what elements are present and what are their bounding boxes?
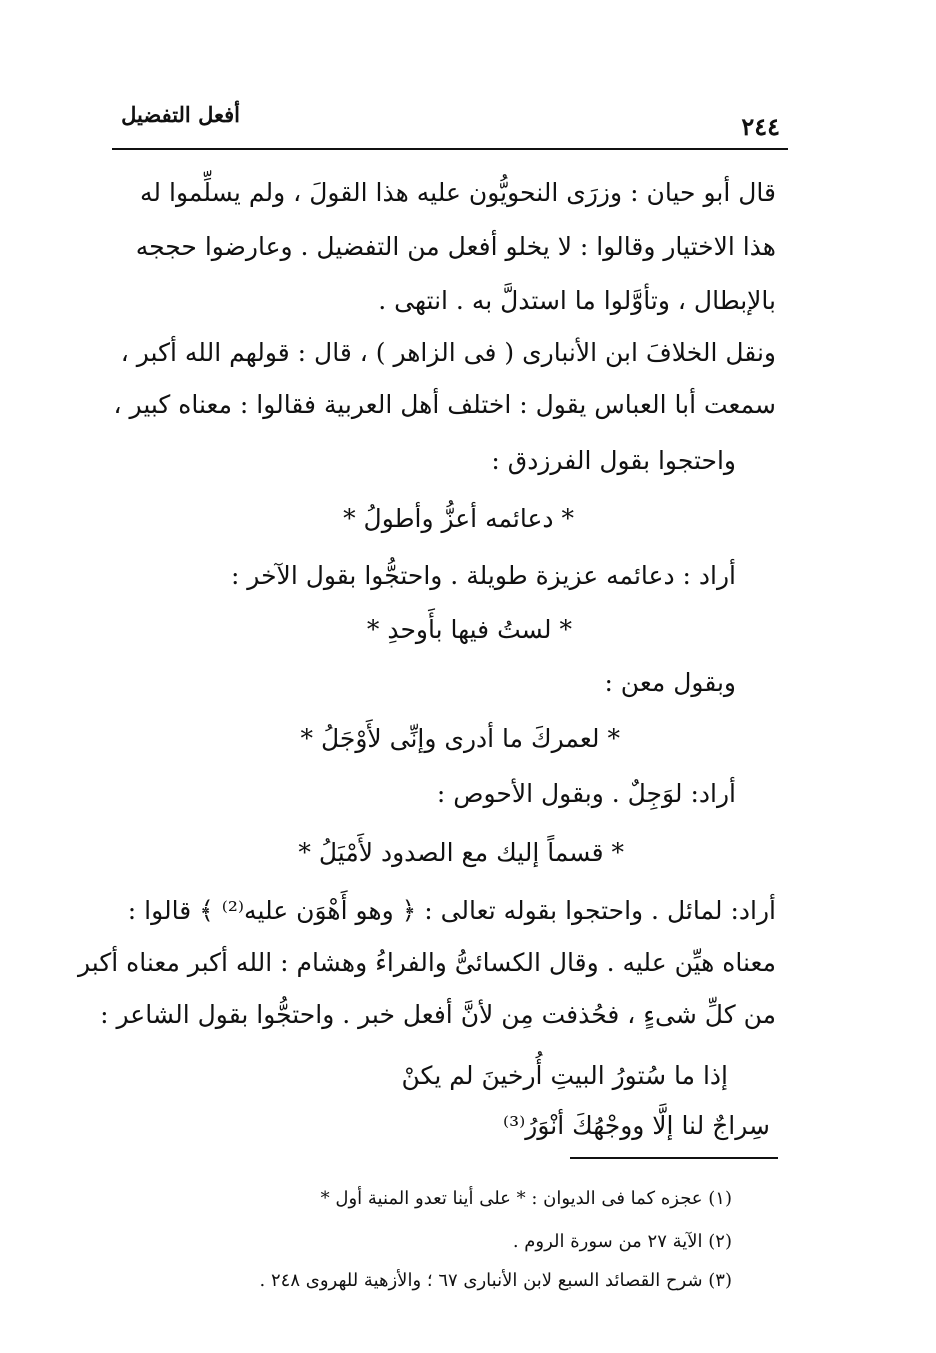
body-line: واحتجوا بقول الفرزدق : <box>491 446 736 475</box>
body-line: هذا الاختيار وقالوا : لا يخلو أفعل من التفضيل . وعارضوا حججه <box>135 232 776 261</box>
header-rule <box>112 148 788 150</box>
body-line: أراد: لوَجِلٌ . وبقول الأحوص : <box>436 779 736 808</box>
body-line: ونقل الخلافَ ابن الأنبارى ( فى الزاهر ) ، قال : قولهم الله أكبر ، <box>120 338 776 367</box>
body-line: معناه هيِّن عليه . وقال الكسائىُّ والفراءُ وهشام : الله أكبر معناه أكبر <box>78 948 776 977</box>
footnote: (١) عجزه كما فى الديوان : * على أينا تعدو المنية أول * <box>320 1188 732 1209</box>
verse-quote: * لستُ فيها بأَوحدِ * <box>366 615 572 644</box>
verse-quote: * دعائمه أعزُّ وأطولُ * <box>343 504 574 533</box>
footnote-rule <box>570 1157 778 1159</box>
body-line: أراد: لمائل . واحتجوا بقوله تعالى : ﴿ وهو أَهْوَن عليه⁽²⁾ ﴾ قالوا : <box>127 896 776 925</box>
footnote: (٢) الآية ٢٧ من سورة الروم . <box>512 1231 732 1252</box>
page-number: ٢٤٤ <box>741 112 780 141</box>
verse-quote: * لعمركَ ما أدرى وإنِّى لأَوْجَلُ * <box>300 724 620 753</box>
body-line: بالإبطال ، وتأوَّلوا ما استدلَّ به . انتهى . <box>378 286 776 315</box>
body-line: أراد : دعائمه عزيزة طويلة . واحتجُّوا بقول الآخر : <box>230 561 736 590</box>
poem-hemistich: سِراجٌ لنا إلَّا ووجْهُكَ أنْوَرُ⁽³⁾ <box>503 1111 770 1140</box>
verse-quote: * قسماً إليك مع الصدود لأَمْيَلُ * <box>298 838 624 867</box>
body-line: وبقول معن : <box>604 668 736 697</box>
page-header <box>112 96 788 150</box>
body-line: قال أبو حيان : وزرَى النحويُّون عليه هذا القولَ ، ولم يسلِّموا له <box>140 178 776 207</box>
footnote: (٣) شرح القصائد السبع لابن الأنبارى ٦٧ ؛ والأزهية للهروى ٢٤٨ . <box>259 1270 732 1291</box>
body-line: سمعت أبا العباس يقول : اختلف أهل العربية فقالوا : معناه كبير ، <box>113 390 776 419</box>
running-title: أفعل التفضيل <box>121 102 240 127</box>
body-line: من كلِّ شىءٍ ، فحُذفت مِن لأنَّ أفعل خبر . واحتجُّوا بقول الشاعر : <box>100 1000 776 1029</box>
poem-hemistich: إذا ما سُتورُ البيتِ أُرخينَ لم يكنْ <box>401 1061 728 1090</box>
